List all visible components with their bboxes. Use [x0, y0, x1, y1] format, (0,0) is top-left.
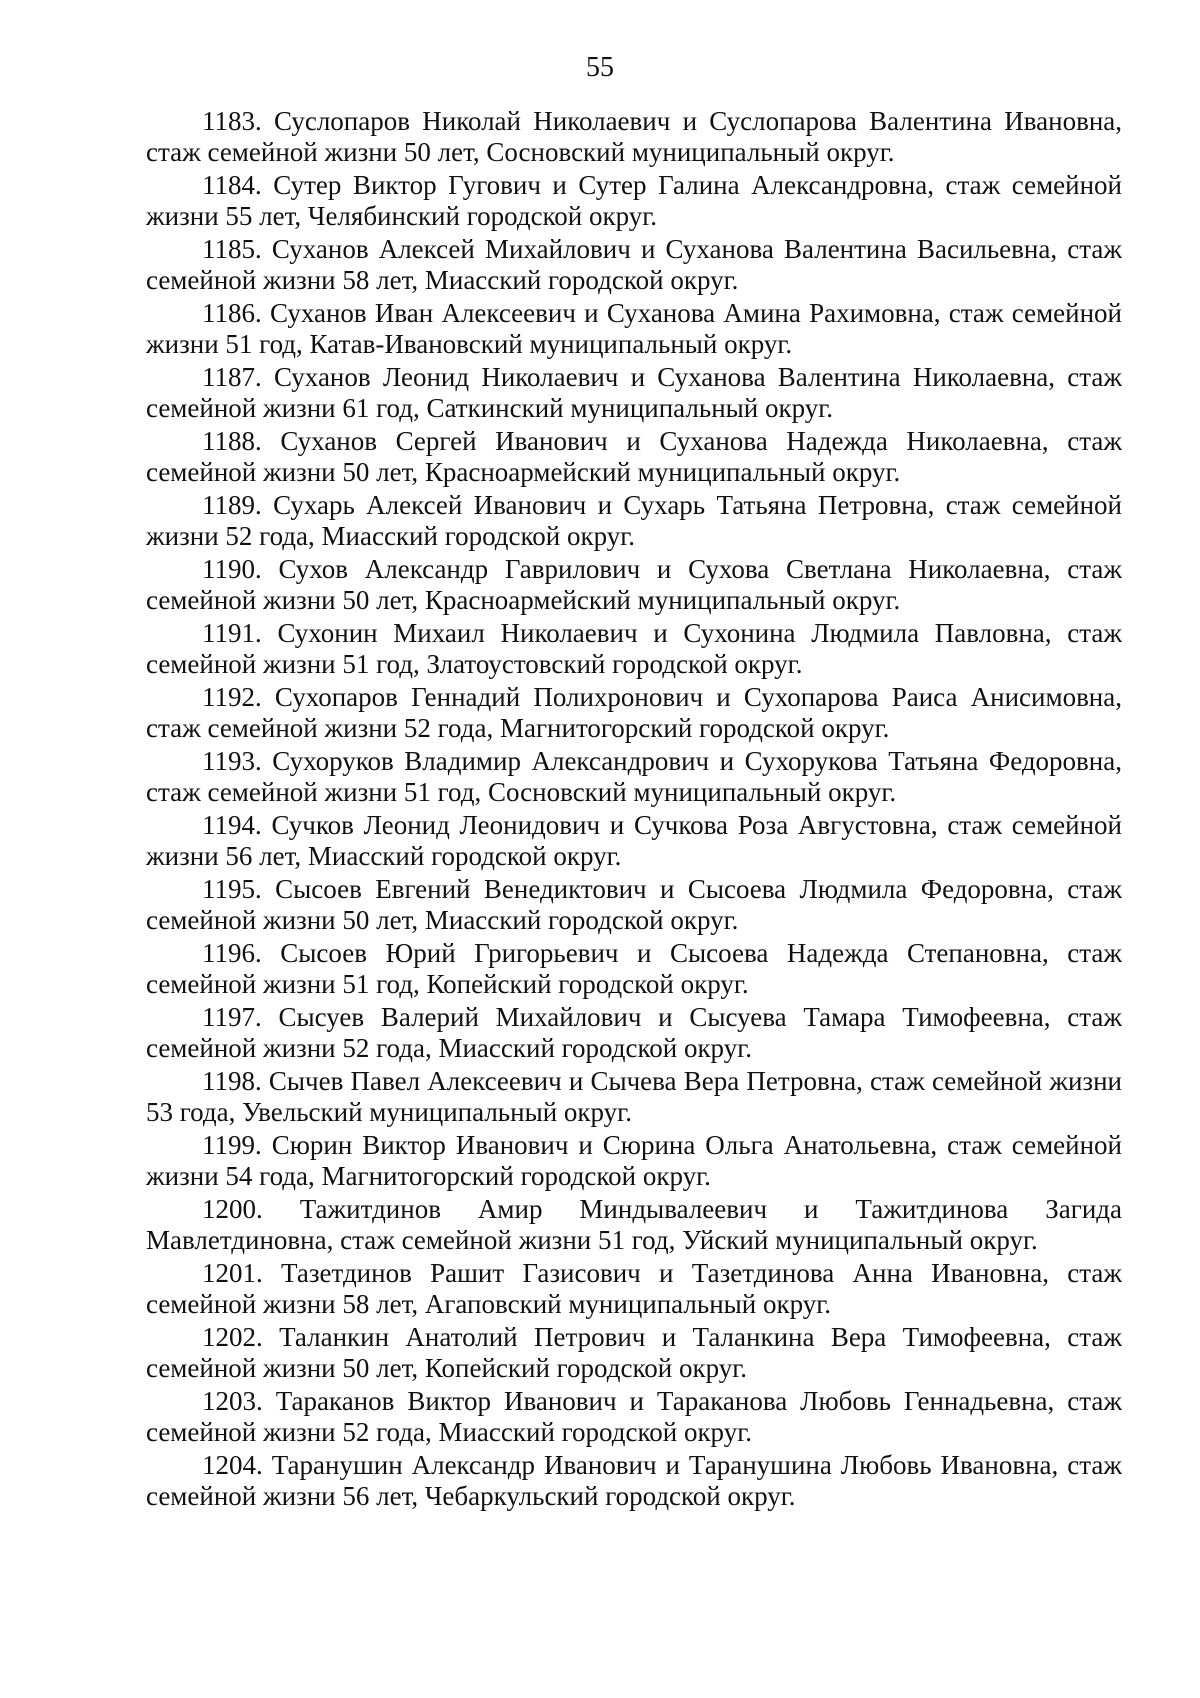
list-item: 1203. Тараканов Виктор Иванович и Тараканова Любовь Геннадьевна, стаж семейной жизни 52 года, Миасский городской округ.	[146, 1386, 1122, 1447]
list-item: 1194. Сучков Леонид Леонидович и Сучкова Роза Августовна, стаж семейной жизни 56 лет, Миасский городской округ.	[146, 810, 1122, 871]
list-item: 1189. Сухарь Алексей Иванович и Сухарь Татьяна Петровна, стаж семейной жизни 52 года, Миасский городской округ.	[146, 490, 1122, 551]
list-item: 1202. Таланкин Анатолий Петрович и Таланкина Вера Тимофеевна, стаж семейной жизни 50 лет, Копейский городской округ.	[146, 1322, 1122, 1383]
list-item: 1187. Суханов Леонид Николаевич и Суханова Валентина Николаевна, стаж семейной жизни 61 год, Саткинский муниципальный округ.	[146, 362, 1122, 423]
list-item: 1198. Сычев Павел Алексеевич и Сычева Вера Петровна, стаж семейной жизни 53 года, Увельский муниципальный округ.	[146, 1066, 1122, 1127]
list-item: 1193. Сухоруков Владимир Александрович и Сухорукова Татьяна Федоровна, стаж семейной жизни 51 год, Сосновский муниципальный округ.	[146, 746, 1122, 807]
page-number: 55	[586, 52, 614, 83]
list-item: 1204. Таранушин Александр Иванович и Таранушина Любовь Ивановна, стаж семейной жизни 56 лет, Чебаркульский городской округ.	[146, 1450, 1122, 1511]
list-item: 1196. Сысоев Юрий Григорьевич и Сысоева Надежда Степановна, стаж семейной жизни 51 год, Копейский городской округ.	[146, 938, 1122, 999]
list-item: 1201. Тазетдинов Рашит Газисович и Тазетдинова Анна Ивановна, стаж семейной жизни 58 лет, Агаповский муниципальный округ.	[146, 1258, 1122, 1319]
list-item: 1195. Сысоев Евгений Венедиктович и Сысоева Людмила Федоровна, стаж семейной жизни 50 лет, Миасский городской округ.	[146, 874, 1122, 935]
list-item: 1188. Суханов Сергей Иванович и Суханова Надежда Николаевна, стаж семейной жизни 50 лет, Красноармейский муниципальный округ.	[146, 426, 1122, 487]
list-item: 1197. Сысуев Валерий Михайлович и Сысуева Тамара Тимофеевна, стаж семейной жизни 52 года, Миасский городской округ.	[146, 1002, 1122, 1063]
list-item: 1184. Сутер Виктор Гугович и Сутер Галина Александровна, стаж семейной жизни 55 лет, Челябинский городской округ.	[146, 170, 1122, 231]
list-item: 1192. Сухопаров Геннадий Полихронович и Сухопарова Раиса Анисимовна, стаж семейной жизни 52 года, Магнитогорский городской округ.	[146, 682, 1122, 743]
list-item: 1200. Тажитдинов Амир Миндывалеевич и Тажитдинова Загида Мавлетдиновна, стаж семейной жизни 51 год, Уйский муниципальный округ.	[146, 1194, 1122, 1255]
list-item: 1199. Сюрин Виктор Иванович и Сюрина Ольга Анатольевна, стаж семейной жизни 54 года, Магнитогорский городской округ.	[146, 1130, 1122, 1191]
list-item: 1183. Суслопаров Николай Николаевич и Суслопарова Валентина Ивановна, стаж семейной жизни 50 лет, Сосновский муниципальный округ.	[146, 106, 1122, 167]
list-item: 1190. Сухов Александр Гаврилович и Сухова Светлана Николаевна, стаж семейной жизни 50 лет, Красноармейский муниципальный округ.	[146, 554, 1122, 615]
entry-list	[146, 106, 1122, 1514]
list-item: 1185. Суханов Алексей Михайлович и Суханова Валентина Васильевна, стаж семейной жизни 58 лет, Миасский городской округ.	[146, 234, 1122, 295]
list-item: 1186. Суханов Иван Алексеевич и Суханова Амина Рахимовна, стаж семейной жизни 51 год, Катав-Ивановский муниципальный округ.	[146, 298, 1122, 359]
list-item: 1191. Сухонин Михаил Николаевич и Сухонина Людмила Павловна, стаж семейной жизни 51 год, Златоустовский городской округ.	[146, 618, 1122, 679]
